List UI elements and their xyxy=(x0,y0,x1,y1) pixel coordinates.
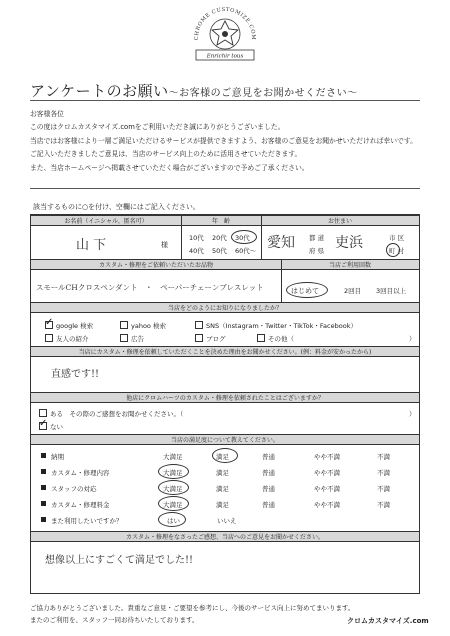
city-label-bottom: 町 村 xyxy=(389,247,405,255)
rating-option[interactable]: 満足 xyxy=(216,469,229,477)
footer-line: ご協力ありがとうございました。貴重なご意見・ご要望を参考にし、今後のサービス向上に努めてまいります。 xyxy=(30,604,355,612)
rating-option[interactable]: 不満 xyxy=(377,485,390,493)
checkbox[interactable] xyxy=(45,334,53,342)
bullet-icon xyxy=(41,469,46,474)
age-60[interactable]: 60代〜 xyxy=(235,247,257,255)
address-header: お住まい xyxy=(261,215,419,226)
rating-option[interactable]: 不満 xyxy=(377,453,390,461)
intro-text xyxy=(30,108,425,175)
age-50[interactable]: 50代 xyxy=(212,247,227,255)
bullet-icon xyxy=(41,485,46,490)
age-20[interactable]: 20代 xyxy=(212,234,227,242)
impression-field[interactable]: 想像以上にすごくて満足でした!! xyxy=(45,555,194,566)
footer-line: またのご利用を、スタッフ一同お待ちいたしております。 xyxy=(30,616,199,624)
other-store-yes[interactable]: ある その際のご感想をお聞かせください。（ xyxy=(39,409,183,418)
bullet-icon xyxy=(41,517,46,522)
intro-line: ご記入いただきましたご意見は、当店のサービス向上のために活用させていただきます。 xyxy=(30,150,302,159)
satisfaction-label-price: カスタム・修理料金 xyxy=(51,501,110,509)
rating-option[interactable]: やや不満 xyxy=(314,501,340,509)
age-header: 年 齢 xyxy=(181,215,261,226)
discovery-friend[interactable]: 友人の紹介 xyxy=(45,334,89,343)
discovery-yahoo[interactable]: yahoo 検索 xyxy=(120,321,166,330)
reason-header: 当店にカスタム・修理を依頼していただくことを決めた理由をお聞かせください。(例：料金が安かったから) xyxy=(31,346,419,357)
reuse-label: また利用したいですか？ xyxy=(51,517,123,525)
page-title: アンケートのお願い〜お客様のご意見をお聞かせください〜 xyxy=(30,82,358,100)
age-10[interactable]: 10代 xyxy=(189,234,204,242)
discovery-other[interactable]: その他（ xyxy=(257,334,294,343)
reuse-selected-mark xyxy=(158,512,186,527)
rating-option[interactable]: 普通 xyxy=(262,485,275,493)
rating-option[interactable]: 普通 xyxy=(262,469,275,477)
name-field[interactable]: 山 下 xyxy=(76,238,107,253)
reuse-yes[interactable]: はい xyxy=(167,517,180,525)
cross-emblem-icon xyxy=(186,2,264,66)
greeting: お客様各位 xyxy=(30,110,64,118)
other-store-yes-close: ） xyxy=(409,410,416,418)
instructions: 該当するものに○を付け、空欄にはご記入ください。 xyxy=(33,203,200,211)
checkbox[interactable] xyxy=(257,334,265,342)
intro-divider xyxy=(30,188,420,189)
rating-option[interactable]: 大満足 xyxy=(163,453,183,461)
rating-selected-mark xyxy=(158,496,189,511)
svg-text:Enrichir tous: Enrichir tous xyxy=(206,53,244,60)
rating-option[interactable]: 満足 xyxy=(216,453,229,461)
city-label-top: 市 区 xyxy=(389,234,405,242)
item-header: カスタム・修理をご依頼いただいたお品物 xyxy=(31,259,281,270)
city-field[interactable]: 吏浜 xyxy=(335,235,363,251)
usage-selected-mark xyxy=(286,282,328,298)
rating-option[interactable]: やや不満 xyxy=(314,453,340,461)
checkbox[interactable] xyxy=(120,334,128,342)
footer-text xyxy=(30,602,354,626)
rating-option[interactable]: 不満 xyxy=(377,469,390,477)
checkbox[interactable] xyxy=(120,321,128,329)
satisfaction-header: 当店の満足度について教えてください。 xyxy=(31,434,419,445)
pref-label-top: 都 道 xyxy=(309,234,325,242)
svg-text:CHROME CUSTOMIZE.COM: CHROME CUSTOMIZE.COM xyxy=(193,6,257,41)
rating-option[interactable]: やや不満 xyxy=(314,485,340,493)
usage-third[interactable]: 3回目以上 xyxy=(376,287,407,295)
discovery-other-close: ） xyxy=(409,335,416,343)
satisfaction-label-delivery: 納期 xyxy=(51,453,64,461)
bullet-icon xyxy=(41,453,46,458)
satisfaction-label-staff: スタッフの対応 xyxy=(51,485,97,493)
other-store-no[interactable]: ✓ない xyxy=(39,422,63,431)
prefecture-field[interactable]: 愛知 xyxy=(267,235,295,251)
intro-line: また、当店ホームページへ掲載させていただく場合がございますので予めご了承ください。 xyxy=(30,163,309,172)
other-store-header: 他店にクロムハーツのカスタム・修理を依頼されたことはございますか？ xyxy=(31,392,419,403)
discovery-header: 当店をどのようにお知りになりましたか？ xyxy=(31,302,419,313)
impression-header: カスタム・修理をなさったご感想、当店へのご意見をお聞かせください。 xyxy=(31,531,419,542)
checkbox[interactable] xyxy=(195,334,203,342)
item-field[interactable]: スモールCHクロスペンダント ・ ペーパーチェーンブレスレット xyxy=(36,283,264,292)
checkbox[interactable] xyxy=(45,321,53,329)
discovery-sns[interactable]: SNS（Instagram・Twitter・TikTok・Facebook） xyxy=(195,321,357,330)
usage-first[interactable]: はじめて xyxy=(291,287,319,295)
usage-second[interactable]: 2回目 xyxy=(344,287,362,295)
rating-option[interactable]: 大満足 xyxy=(163,485,183,493)
rating-option[interactable]: 普通 xyxy=(262,453,275,461)
name-header: お名前（イニシャル、匿名可） xyxy=(31,215,181,226)
rating-option[interactable]: 大満足 xyxy=(163,501,183,509)
intro-line: この度はクロムカスタマイズ.comをご利用いただき誠にありがとうございました。 xyxy=(30,123,285,132)
rating-option[interactable]: 不満 xyxy=(377,501,390,509)
rating-option[interactable]: 普通 xyxy=(262,501,275,509)
rating-selected-mark xyxy=(158,464,189,479)
intro-line: 当店ではお客様により一層ご満足いただけるサービスが提供できますよう、お客様のご意見をお聞かせいただければ幸いです。 xyxy=(30,136,417,145)
age-30[interactable]: 30代 xyxy=(235,234,250,242)
checkbox[interactable] xyxy=(39,422,47,430)
discovery-google[interactable]: ✓google 検索 xyxy=(45,321,93,330)
rating-selected-mark xyxy=(212,448,238,463)
bullet-icon xyxy=(41,501,46,506)
pref-label-bottom: 府 県 xyxy=(309,247,325,255)
rating-option[interactable]: 大満足 xyxy=(163,469,183,477)
usage-header: 当店ご利用回数 xyxy=(281,259,419,270)
satisfaction-label-content: カスタム・修理内容 xyxy=(51,469,110,477)
checkbox[interactable] xyxy=(195,321,203,329)
brand-name: クロムカスタマイズ.com xyxy=(347,617,429,625)
discovery-ad[interactable]: 広告 xyxy=(120,334,144,343)
age-selected-mark xyxy=(231,230,257,244)
checkbox[interactable] xyxy=(39,409,47,417)
survey-form xyxy=(30,214,420,594)
reuse-no[interactable]: いいえ xyxy=(217,517,237,525)
rating-selected-mark xyxy=(158,480,189,495)
discovery-blog[interactable]: ブログ xyxy=(195,334,226,343)
age-40[interactable]: 40代 xyxy=(189,247,204,255)
rating-option[interactable]: やや不満 xyxy=(314,469,340,477)
reason-field[interactable]: 直感です!! xyxy=(51,369,100,380)
name-suffix: 様 xyxy=(161,241,168,249)
title-divider xyxy=(30,100,420,101)
rating-option[interactable]: 満足 xyxy=(216,485,229,493)
rating-option[interactable]: 満足 xyxy=(216,501,229,509)
city-selected-mark xyxy=(386,243,400,257)
